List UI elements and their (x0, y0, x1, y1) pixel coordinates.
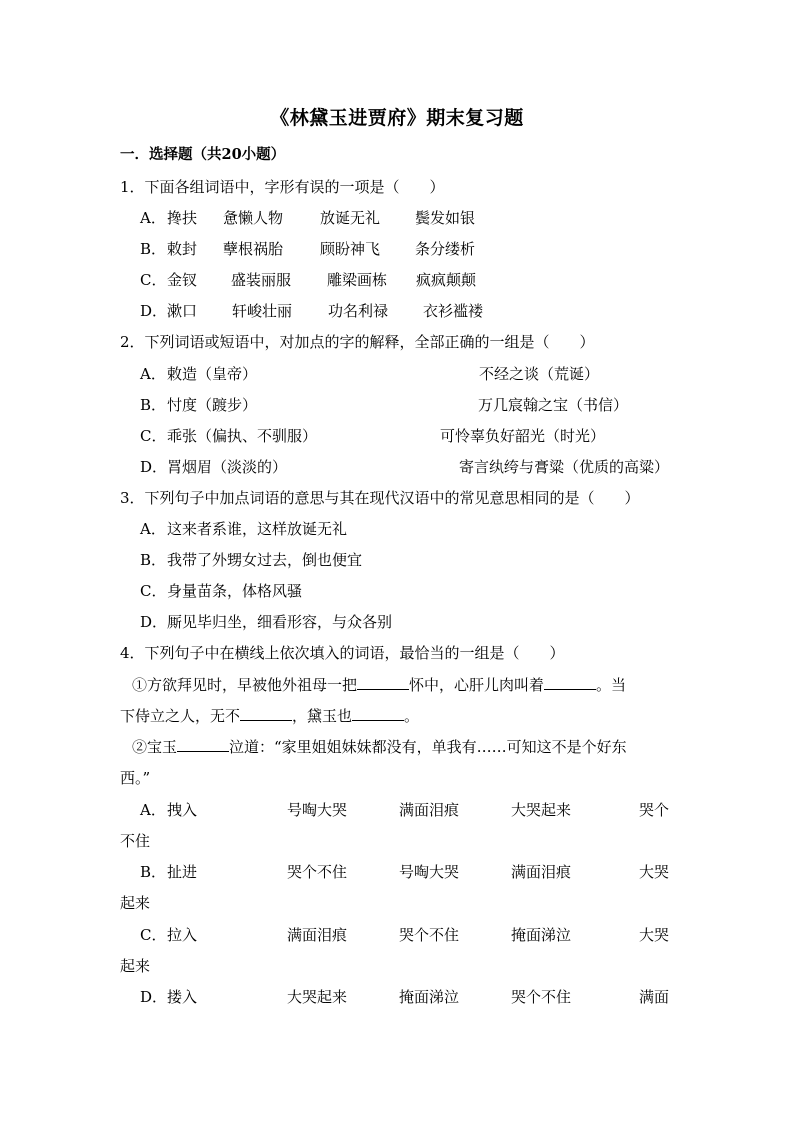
section-heading: 一．选择题（共20小题） (120, 146, 286, 163)
question-3-stem: 3．下列句子中加点词语的意思与其在现代汉语中的常见意思相同的是（ ） (120, 489, 640, 507)
fill-blank (352, 706, 404, 721)
fill-blank (177, 737, 229, 752)
question-2-stem: 2．下列词语或短语中，对加点的字的解释，全部正确的一组是（ ） (120, 333, 595, 351)
question-1-stem: 1．下面各组词语中，字形有误的一项是（ ） (120, 178, 445, 196)
document-page: 《林黛玉进贾府》期末复习题 一．选择题（共20小题） 1．下面各组词语中，字形有误的一项是（ ） A． 搀扶 惫懒人物 放诞无礼 鬓发如银 B． 敕封 孽根祸胎 顾盼神飞 条分缕析 C． 金钗 盛装丽服 雕梁画栋 疯疯颠颠 D． 漱口 轩峻壮丽 功名利禄 衣衫褴褛 2．下列词语或短语中，对加点的字的解释，全部正确的一组是（ ） A． 敕造（皇帝） 不经之谈（荒诞） B． 忖度（踱步） 万几宸翰之宝（书信） C． 乖张（偏执、不驯服） 可怜辜负好韶光（时光） D． 罥烟眉（淡淡的） 寄言纨绔与膏粱（优质的高粱） 3．下列句子中加点词语的意思与其在现代汉语中的常见意思相同的是（ ） A． 这来者系谁，这样放诞无礼 B． 我带了外甥女过去，倒也便宜 C． 身量苗条，体格风骚 D． 厮见毕归坐，细看形容，与众各别 4．下列句子中在横线上依次填入的词语，最恰当的一组是（ ） ①方欲拜见时，早被他外祖母一把 怀中，心肝儿肉叫着 。当 下侍立之人，无不 ，黛玉也 。 ②宝玉 泣道：“家里姐姐妹妹都没有，单我有……可知这不是个好东 西。” A． 拽入 号啕大哭 满面泪痕 大哭起来 哭个 不住 B． 扯进 哭个不住 号啕大哭 满面泪痕 大哭 起来 C． 拉入 满面泪痕 哭个不住 掩面涕泣 大哭 起来 D． 搂入 大哭起来 掩面涕泣 哭个不住 满面 (0, 0, 794, 1123)
q4-option-b-wrap: 起来 (120, 894, 151, 912)
q4-sentence-2-line-2: 西。” (120, 769, 151, 787)
q4-option-c-wrap: 起来 (120, 957, 151, 975)
q4-sentence-1-line-1: ①方欲拜见时，早被他外祖母一把 怀中，心肝儿肉叫着 。当 (132, 676, 627, 694)
fill-blank (240, 706, 292, 721)
fill-blank (544, 675, 596, 690)
fill-blank (357, 675, 409, 690)
page-title: 《林黛玉进贾府》期末复习题 (270, 107, 524, 129)
q4-sentence-2-line-1: ②宝玉 泣道：“家里姐姐妹妹都没有，单我有……可知这不是个好东 (132, 738, 627, 756)
q4-sentence-1-line-2: 下侍立之人，无不 ，黛玉也 。 (120, 707, 420, 725)
question-4-stem: 4．下列句子中在横线上依次填入的词语，最恰当的一组是（ ） (120, 644, 565, 662)
q4-option-a-wrap: 不住 (120, 832, 151, 850)
